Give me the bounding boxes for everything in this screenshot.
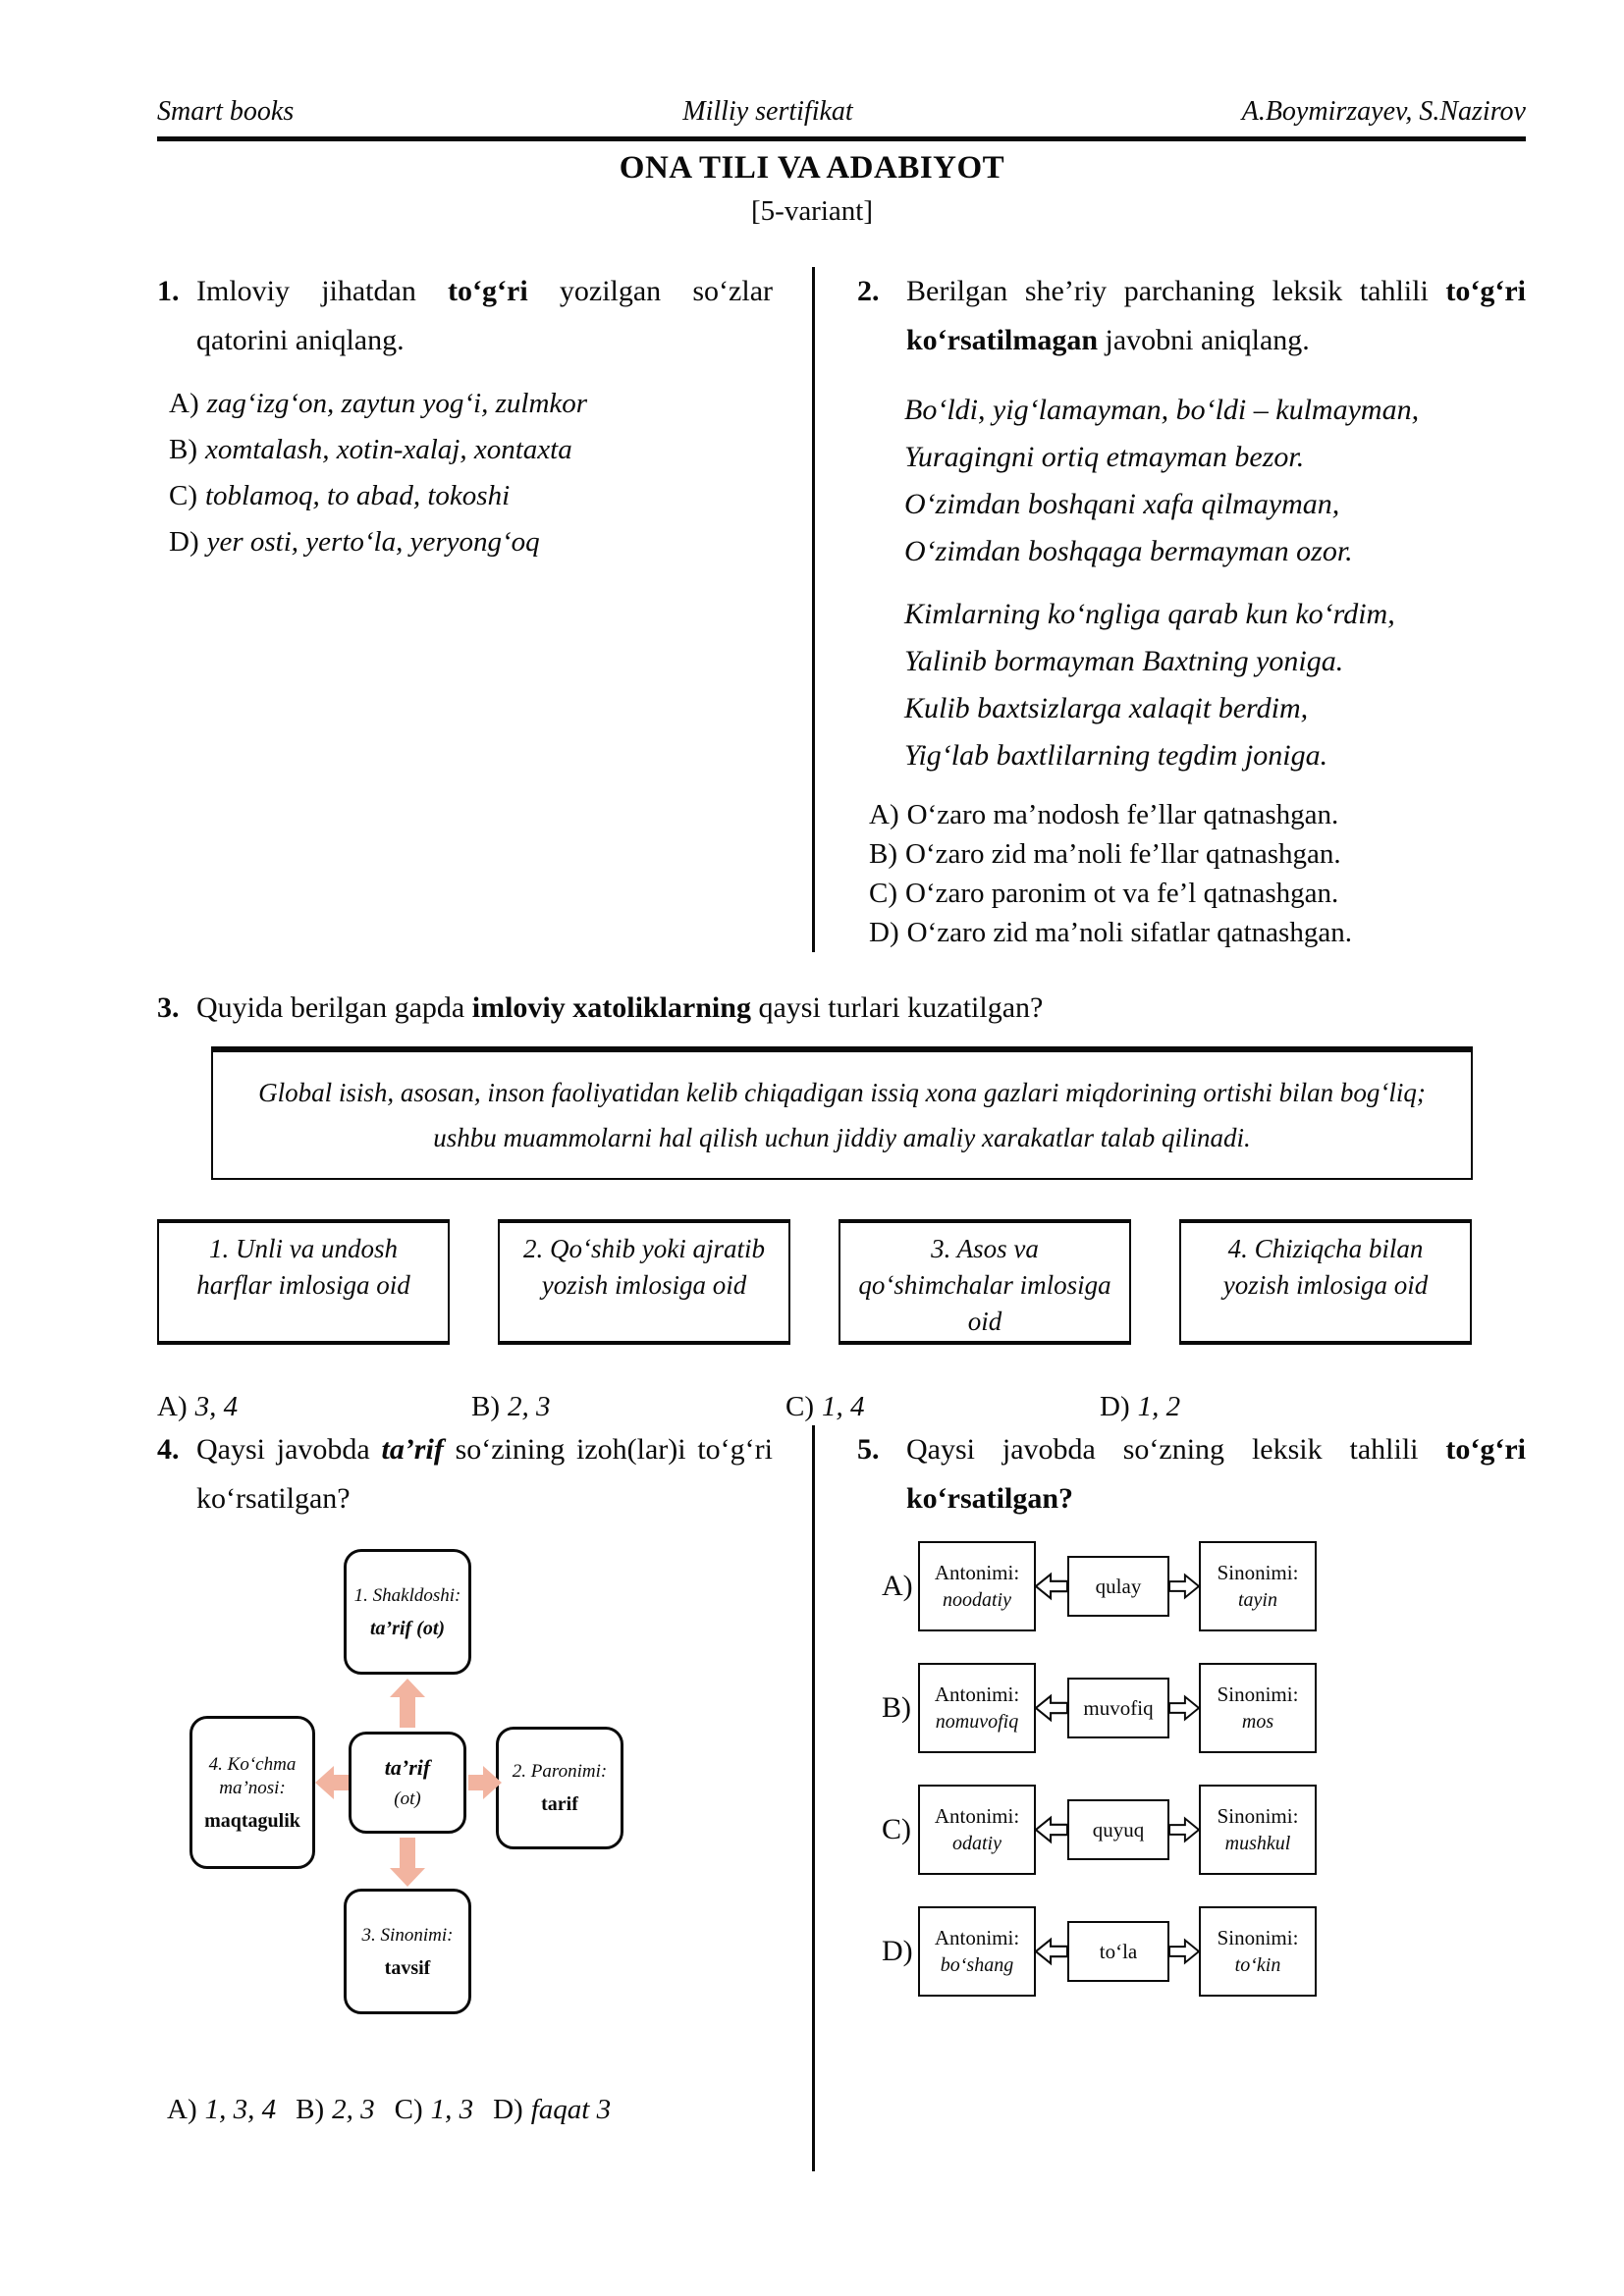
synonym-word: to‘kin: [1234, 1954, 1281, 1976]
header-right: A.Boymirzayev, S.Nazirov: [1241, 96, 1526, 127]
option-letter: D): [1100, 1391, 1130, 1422]
antonym-box: [918, 1663, 1036, 1753]
error-type-boxes: [157, 1219, 1526, 1345]
tarif-word-diagram: [157, 1549, 776, 2014]
poem-stanza-2: [904, 591, 1526, 779]
option-text: 2, 3: [332, 2094, 375, 2125]
option-letter: B): [869, 838, 897, 870]
synonym-word: mos: [1241, 1711, 1274, 1733]
question-1: [157, 267, 812, 952]
option-text: zag‘izg‘on, zaytun yog‘i, zulmkor: [206, 388, 588, 419]
synonym-box: [1199, 1663, 1317, 1753]
stem-pre: Qaysi javobda: [196, 1433, 382, 1466]
stem-bold: to‘g‘ri: [448, 275, 528, 307]
question-5-stem: [857, 1425, 1526, 1523]
question-2: [812, 267, 1526, 952]
synonym-word: mushkul: [1224, 1833, 1291, 1854]
question-number: 5.: [857, 1433, 880, 1466]
option-row: [169, 427, 773, 473]
question-stem-text: [906, 1425, 1526, 1523]
option-row: [869, 795, 1526, 834]
question-1-options: [169, 381, 773, 565]
stem-post: so‘zining izoh(lar)i to‘g‘ri ko‘rsatilgan?: [196, 1433, 773, 1515]
page-header: [157, 96, 1526, 128]
option-letter: A): [169, 388, 199, 419]
option-text: 1, 3: [430, 2094, 474, 2125]
poem-line: Kulib baxtsizlarga xalaqit berdim,: [904, 692, 1309, 724]
answer-row-b: [882, 1663, 1526, 1753]
option-text: 1, 3, 4: [204, 2094, 277, 2125]
question-number: 2.: [857, 275, 880, 307]
option-row: [169, 519, 773, 565]
question-1-stem: [157, 267, 773, 365]
question-2-stem: [857, 267, 1526, 365]
category-box-3: 3. Asos va qo‘shimchalar imlosiga oid: [839, 1219, 1131, 1345]
diagram-label: 2. Paronimi:: [512, 1761, 608, 1782]
poem-line: Yuragingni ortiq etmayman bezor.: [904, 441, 1305, 473]
synonym-label: Sinonimi:: [1217, 1926, 1299, 1949]
option-letter: B): [882, 1691, 911, 1724]
diagram-word: maqtagulik: [204, 1809, 300, 1832]
antonym-label: Antonimi:: [934, 1804, 1020, 1828]
sentence-box: Global isish, asosan, inson faoliyatidan kelib chiqadigan issiq xona gazlari miqdorining ortishi bilan bog‘liq; ushbu muammolarni hal qilish uchun jiddiy amaliy xarakatlar talab qilinadi.: [211, 1046, 1473, 1180]
option-text: 3, 4: [194, 1391, 239, 1422]
question-5: [812, 1425, 1526, 2171]
poem-line: Yig‘lab baxtlilarning tegdim joniga.: [904, 739, 1328, 772]
arrow-right-icon: [468, 1766, 502, 1799]
question-4-stem: [157, 1425, 773, 1523]
category-box-1: 1. Unli va undosh harflar imlosiga oid: [157, 1219, 450, 1345]
antonym-word: noodatiy: [943, 1589, 1011, 1611]
option-row: [869, 874, 1526, 913]
question-stem-text: [906, 267, 1526, 365]
option-row: [869, 834, 1526, 874]
diagram-bottom-box: [344, 1889, 471, 2014]
option-row: [157, 1390, 471, 1423]
stem-bold: imloviy xatoliklarning: [471, 991, 751, 1024]
arrow-right-outline-icon: [1169, 1937, 1199, 1966]
option-text: O‘zaro zid ma’noli sifatlar qatnashgan.: [906, 917, 1352, 948]
stem-pre: Qaysi javobda so‘zning leksik tahlili: [906, 1433, 1446, 1466]
arrow-left-outline-icon: [1036, 1937, 1067, 1966]
target-word-box: quyuq: [1067, 1799, 1169, 1860]
stem-pre: Quyida berilgan gapda: [196, 991, 472, 1024]
arrow-right-outline-icon: [1169, 1693, 1199, 1723]
option-letter: C): [394, 2094, 423, 2125]
stem-bold: to‘g‘ri ko‘rsatilmagan: [906, 275, 1526, 356]
question-3: [157, 989, 1526, 1423]
option-text: O‘zaro paronim ot va fe’l qatnashgan.: [905, 878, 1339, 909]
poem-stanza-1: [904, 387, 1526, 575]
antonym-label: Antonimi:: [934, 1682, 1020, 1706]
target-word-box: to‘la: [1067, 1921, 1169, 1982]
arrow-down-icon: [390, 1838, 425, 1887]
diagram-word: ta’rif (ot): [369, 1617, 446, 1639]
header-left: Smart books: [157, 96, 295, 127]
header-center: Milliy sertifikat: [682, 96, 853, 127]
arrow-up-icon: [390, 1679, 425, 1728]
stem-post: javobni aniqlang.: [1098, 324, 1310, 356]
diagram-right-box: [496, 1727, 623, 1849]
antonym-word: odatiy: [952, 1833, 1001, 1854]
stem-bold: to‘g‘ri ko‘rsatilgan?: [906, 1433, 1526, 1515]
poem-line: Yalinib bormayman Baxtning yoniga.: [904, 645, 1344, 677]
option-text: toblamoq, to abad, tokoshi: [205, 480, 511, 511]
question-stem-text: [196, 1425, 773, 1523]
antonym-word: nomuvofiq: [935, 1711, 1019, 1733]
target-word-box: qulay: [1067, 1556, 1169, 1617]
option-row: [167, 2093, 276, 2126]
row-questions-1-2: [157, 267, 1526, 952]
option-text: 1, 2: [1137, 1391, 1181, 1422]
antonym-box: [918, 1785, 1036, 1875]
antonym-label: Antonimi:: [934, 1926, 1020, 1949]
arrow-left-outline-icon: [1036, 1815, 1067, 1844]
question-3-options: [157, 1390, 1526, 1423]
option-text: O‘zaro zid ma’noli fe’llar qatnashgan.: [905, 838, 1341, 870]
diagram-left-box: [189, 1716, 315, 1869]
question-4-options: [167, 2093, 773, 2126]
antonym-box: [918, 1541, 1036, 1631]
diagram-word: tavsif: [384, 1956, 431, 1979]
arrow-right-outline-icon: [1169, 1815, 1199, 1844]
option-row: [785, 1390, 1100, 1423]
synonym-word: tayin: [1238, 1589, 1277, 1611]
option-letter: B): [169, 434, 197, 465]
option-text: xomtalash, xotin-xalaj, xontaxta: [205, 434, 572, 465]
arrow-left-outline-icon: [1036, 1693, 1067, 1723]
question-stem-text: [196, 989, 1526, 1027]
diagram-label: 1. Shakldoshi:: [353, 1584, 461, 1606]
diagram-word: tarif: [541, 1793, 578, 1815]
page-title: ONA TILI VA ADABIYOT: [619, 150, 1005, 186]
option-letter: A): [167, 2094, 197, 2125]
answer-row-c: [882, 1785, 1526, 1875]
poem-line: O‘zimdan boshqani xafa qilmayman,: [904, 488, 1340, 520]
option-row: [471, 1390, 785, 1423]
diagram-label: 4. Ko‘chma ma’nosi:: [208, 1753, 297, 1798]
category-box-2: 2. Qo‘shib yoki ajratib yozish imlosiga oid: [498, 1219, 790, 1345]
option-letter: D): [493, 2094, 523, 2125]
option-row: [395, 2093, 474, 2126]
stem-pre: Berilgan she’riy parchaning leksik tahlili: [906, 275, 1446, 307]
question-3-stem: [157, 989, 1526, 1027]
option-letter: C): [785, 1391, 814, 1422]
option-text: O‘zaro ma’nodosh fe’llar qatnashgan.: [906, 799, 1339, 830]
option-row: [169, 473, 773, 519]
option-text: yer osti, yerto‘la, yeryong‘oq: [206, 526, 540, 558]
diagram-label: 3. Sinonimi:: [361, 1924, 454, 1946]
option-letter: A): [157, 1391, 188, 1422]
poem-line: Bo‘ldi, yig‘lamayman, bo‘ldi – kulmayman,: [904, 394, 1420, 426]
arrow-left-outline-icon: [1036, 1572, 1067, 1601]
option-row: [169, 381, 773, 427]
question-2-options: [869, 795, 1526, 952]
option-letter: A): [869, 799, 899, 830]
option-text: 1, 4: [822, 1391, 865, 1422]
stem-post: yozilgan so‘zlar qatorini aniqlang.: [196, 275, 773, 356]
question-4: [157, 1425, 812, 2171]
question-number: 4.: [157, 1433, 180, 1466]
question-stem-text: [196, 267, 773, 365]
diagram-center-pos: (ot): [394, 1788, 421, 1809]
poem-line: Kimlarning ko‘ngliga qarab kun ko‘rdim,: [904, 598, 1395, 630]
diagram-top-box: [344, 1549, 471, 1675]
answer-row-d: [882, 1906, 1526, 1997]
antonym-label: Antonimi:: [934, 1561, 1020, 1584]
option-letter: D): [869, 917, 899, 948]
stem-pre: Imloviy jihatdan: [196, 275, 449, 307]
antonym-box: [918, 1906, 1036, 1997]
answer-row-a: [882, 1541, 1526, 1631]
option-letter: C): [869, 878, 897, 909]
option-letter: D): [169, 526, 199, 558]
target-word-box: muvofiq: [1067, 1678, 1169, 1738]
synonym-box: [1199, 1785, 1317, 1875]
header-rule: [157, 136, 1526, 141]
option-row: [296, 2093, 375, 2126]
synonym-label: Sinonimi:: [1217, 1682, 1299, 1706]
option-text: 2, 3: [508, 1391, 551, 1422]
synonym-box: [1199, 1541, 1317, 1631]
category-box-4: 4. Chiziqcha bilan yozish imlosiga oid: [1179, 1219, 1472, 1345]
poem-excerpt: [904, 387, 1526, 779]
option-letter: C): [169, 480, 197, 511]
option-text: faqat 3: [530, 2094, 612, 2125]
diagram-center-box: [349, 1732, 466, 1834]
arrow-left-icon: [315, 1766, 349, 1799]
row-questions-4-5: [157, 1425, 1526, 2171]
synonym-label: Sinonimi:: [1217, 1561, 1299, 1584]
option-letter: C): [882, 1813, 911, 1845]
question-number: 3.: [157, 991, 180, 1024]
synonym-box: [1199, 1906, 1317, 1997]
stem-bold: ta’rif: [381, 1433, 444, 1466]
option-letter: A): [882, 1570, 913, 1602]
option-letter: B): [471, 1391, 500, 1422]
poem-line: O‘zimdan boshqaga bermayman ozor.: [904, 535, 1353, 567]
question-number: 1.: [157, 275, 180, 307]
option-row: [1100, 1390, 1414, 1423]
variant-label: [5-variant]: [751, 195, 873, 227]
lexical-analysis-rows: [857, 1541, 1526, 1997]
option-row: [869, 913, 1526, 952]
stem-post: qaysi turlari kuzatilgan?: [750, 991, 1044, 1024]
diagram-center-word: ta’rif: [384, 1754, 431, 1780]
synonym-label: Sinonimi:: [1217, 1804, 1299, 1828]
antonym-word: bo‘shang: [940, 1954, 1014, 1976]
arrow-right-outline-icon: [1169, 1572, 1199, 1601]
option-row: [493, 2093, 611, 2126]
option-letter: B): [296, 2094, 325, 2125]
option-letter: D): [882, 1935, 913, 1967]
